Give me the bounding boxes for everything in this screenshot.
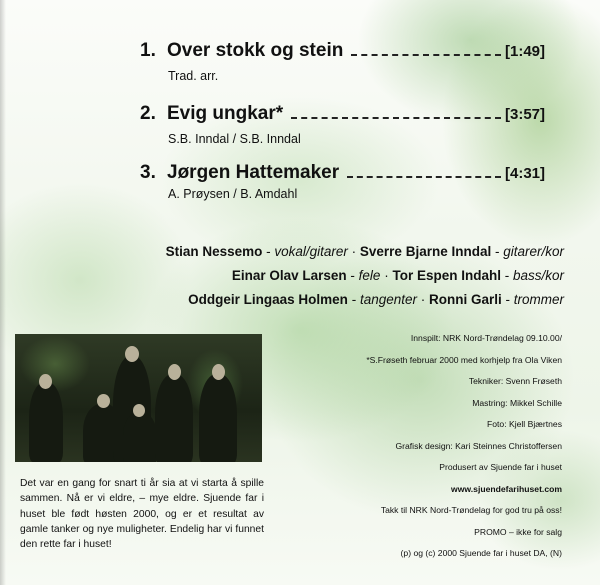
track-leader-dots — [291, 117, 501, 119]
band-member-face — [125, 346, 139, 362]
track-3 — [140, 162, 545, 201]
musicians-row: Oddgeir Lingaas Holmen - tangenter · Ronni Garli - trommer — [188, 292, 564, 307]
track-title: Over stokk og stein — [167, 40, 344, 61]
band-member-figure — [29, 382, 63, 462]
credit-line: Grafisk design: Kari Steinnes Christoffersen — [395, 440, 562, 451]
band-member-face — [97, 394, 110, 408]
musicians-list — [166, 240, 564, 312]
track-number: 2. — [140, 103, 156, 124]
track-title: Evig ungkar* — [167, 103, 284, 124]
track-credit: Trad. arr. — [168, 69, 219, 83]
track-duration: [3:57] — [504, 106, 545, 123]
musician-name: Ronni Garli — [428, 292, 502, 307]
track-number: 3. — [140, 162, 156, 183]
musician-role: bass/kor — [512, 268, 564, 283]
musician-role: gitarer/kor — [503, 244, 564, 259]
production-credits — [300, 331, 562, 568]
track-1 — [140, 40, 545, 83]
track-leader-dots — [351, 54, 501, 56]
track-duration: [1:49] — [504, 43, 545, 60]
track-number: 1. — [140, 40, 156, 61]
musician-role: vokal/gitarer — [274, 244, 348, 259]
musician-name: Oddgeir Lingaas Holmen — [188, 292, 348, 307]
musicians-row: Einar Olav Larsen - fele · Tor Espen Indahl - bass/kor — [231, 268, 564, 283]
band-member-face — [212, 364, 225, 380]
band-member-face — [168, 364, 181, 380]
musicians-row: Stian Nessemo - vokal/gitarer · Sverre Bjarne Inndal - gitarer/kor — [165, 244, 564, 259]
track-leader-dots — [347, 176, 501, 178]
track-2 — [140, 103, 545, 146]
musician-role: trommer — [513, 292, 564, 307]
copyright-line: (p) og (c) 2000 Sjuende far i huset DA, (N) — [400, 548, 562, 558]
cover-edge-shadow — [0, 0, 6, 585]
credit-line: Takk til NRK Nord-Trøndelag for god tru på oss! — [380, 505, 562, 515]
website-link: www.sjuendefarihuset.com — [451, 483, 562, 494]
credit-line: Produsert av Sjuende far i huset — [439, 462, 562, 472]
track-credit: A. Prøysen / B. Amdahl — [168, 187, 298, 201]
band-story-paragraph: Det var en gang for snart ti år sia at vi starta å spille sammen. Nå er vi eldre, – mye eldre. Sjuende far i huset ble født høsten 2000, og er et resultat av gamle tanker og nye muligheter. Endelig har vi funnet den rette far i huset! — [20, 478, 264, 551]
credit-line: Foto: Kjell Bjærtnes — [487, 419, 562, 429]
credit-line: Innspilt: NRK Nord-Trøndelag 09.10.00/ — [410, 333, 562, 343]
credit-line: Tekniker: Svenn Frøseth — [468, 376, 562, 386]
musician-name: Einar Olav Larsen — [231, 268, 347, 283]
band-member-face — [39, 374, 52, 389]
musician-role: fele — [358, 268, 381, 283]
musician-name: Sverre Bjarne Inndal — [359, 244, 492, 259]
musician-name: Tor Espen Indahl — [392, 268, 501, 283]
track-credit: S.B. Inndal / S.B. Inndal — [168, 132, 301, 146]
musician-name: Stian Nessemo — [165, 244, 263, 259]
band-member-figure — [155, 374, 193, 462]
band-member-figure — [199, 374, 237, 462]
band-member-face — [133, 404, 145, 417]
credit-line: *S.Frøseth februar 2000 med korhjelp fra Ola Viken — [366, 354, 562, 365]
band-member-figure — [123, 412, 157, 462]
track-title: Jørgen Hattemaker — [167, 162, 340, 183]
track-duration: [4:31] — [504, 165, 545, 182]
credit-line: PROMO – ikke for salg — [474, 526, 562, 537]
musician-role: tangenter — [359, 292, 417, 307]
credit-line: Mastring: Mikkel Schille — [472, 397, 562, 408]
band-photo — [15, 334, 262, 462]
